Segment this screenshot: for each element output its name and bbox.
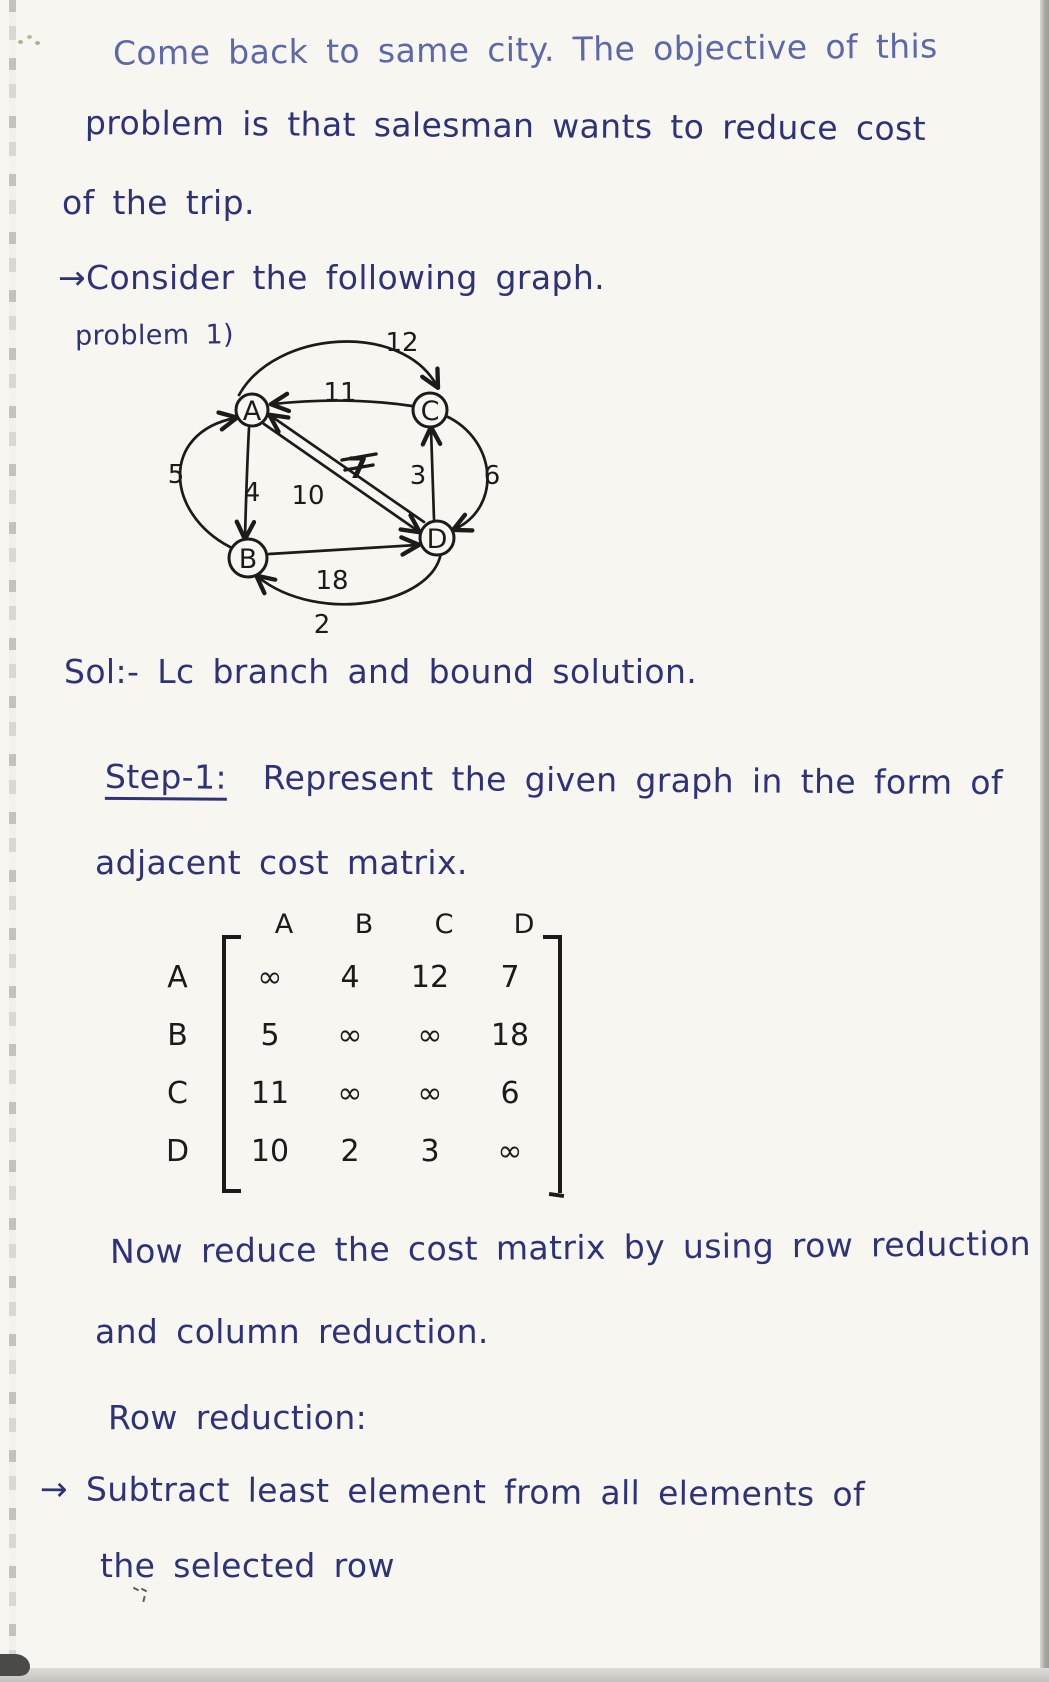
step1-line-2: adjacent cost matrix. [95, 843, 468, 882]
subtract-line-1: → Subtract least element from all elements of [39, 1469, 866, 1514]
edge-label-d-c: 3 [409, 461, 427, 491]
intro-line-2: problem is that salesman wants to reduce cost [84, 103, 927, 148]
cell-a-a: ∞ [257, 959, 283, 995]
row-label-b: B [167, 1017, 188, 1053]
cell-d-c: 3 [420, 1133, 440, 1169]
pencil-mark [18, 40, 23, 44]
node-c-label: C [420, 396, 440, 427]
edge-d-to-c [431, 429, 434, 519]
edge-label-b-a: 5 [167, 460, 185, 490]
cell-c-b: ∞ [337, 1075, 363, 1111]
edge-label-d-b: 2 [313, 610, 331, 640]
page-bottom-edge [0, 1668, 1049, 1682]
subtract-line-2: the selected row [100, 1546, 395, 1585]
row-label-a: A [167, 959, 188, 995]
edge-b-to-d [269, 545, 417, 554]
matrix-left-bracket [222, 935, 241, 1193]
cell-b-c: ∞ [417, 1017, 443, 1053]
cell-b-a: 5 [260, 1017, 280, 1053]
cell-b-d: 18 [490, 1017, 530, 1053]
edge-c-to-d [446, 416, 487, 529]
cell-a-d: 7 [500, 959, 520, 995]
col-header-d: D [513, 908, 535, 940]
intro-line-3: of the trip. [62, 183, 255, 222]
cell-d-d: ∞ [497, 1133, 523, 1169]
row-reduction-heading: Row reduction: [108, 1398, 368, 1437]
cell-a-c: 12 [410, 959, 450, 995]
reduce-line-2: and column reduction. [95, 1312, 489, 1351]
edge-a-to-d [264, 424, 418, 531]
tsp-graph-drawing [140, 318, 560, 650]
cell-b-b: ∞ [337, 1017, 363, 1053]
col-header-b: B [354, 908, 374, 940]
edge-b-to-a [180, 418, 235, 547]
cell-c-a: 11 [250, 1075, 290, 1111]
step1-text: Represent the given graph in the form of [262, 757, 1004, 803]
node-a-label: A [242, 396, 262, 427]
row-label-c: C [167, 1075, 188, 1111]
edge-label-a-d-scribbled: 7 [347, 451, 369, 485]
matrix-right-bracket [543, 935, 562, 1193]
matrix-col-headers [164, 900, 634, 948]
edge-label-c-a: 11 [323, 378, 357, 408]
consider-line: →Consider the following graph. [58, 258, 606, 297]
edge-label-a-b: 4 [243, 478, 261, 508]
cell-d-b: 2 [340, 1133, 360, 1169]
problem-label: problem 1) [74, 319, 235, 352]
edge-d-to-b [258, 553, 441, 604]
edge-label-a-c: 12 [385, 328, 419, 358]
reduce-line-1: Now reduce the cost matrix by using row reduction [109, 1223, 1032, 1272]
cell-a-b: 4 [340, 959, 360, 995]
step1-label: Step-1: [105, 757, 227, 801]
row-label-d: D [165, 1133, 190, 1169]
cell-d-a: 10 [250, 1133, 290, 1169]
cell-c-c: ∞ [417, 1075, 443, 1111]
pencil-squiggle-mark [133, 1588, 149, 1600]
col-header-a: A [274, 908, 294, 940]
edge-label-c-d: 6 [483, 461, 501, 491]
edge-label-b-d: 18 [315, 566, 349, 596]
node-b-label: B [238, 544, 258, 575]
node-d-label: D [426, 524, 448, 555]
cost-matrix [150, 900, 620, 1200]
col-header-c: C [434, 908, 454, 940]
page-right-edge [1040, 0, 1049, 1682]
scan-corner-mark [0, 1654, 30, 1676]
solution-line: Sol:- Lc branch and bound solution. [64, 652, 698, 691]
cell-c-d: 6 [500, 1075, 520, 1111]
intro-line-1: Come back to same city. The objective of this [112, 26, 938, 73]
page-left-edge [9, 0, 16, 1682]
step1-line [105, 757, 1003, 802]
edge-label-d-a: 10 [291, 481, 325, 511]
